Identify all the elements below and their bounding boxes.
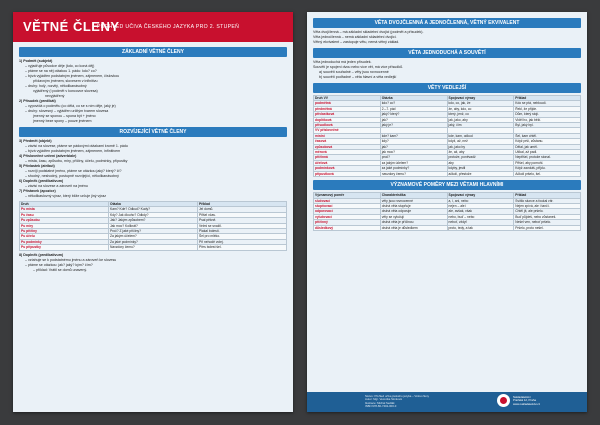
sentence-types-text — [313, 30, 581, 45]
table-cell: kdo? co? — [380, 101, 447, 106]
section-heading-subordinate: VĚTY VEDLEJŠÍ — [313, 83, 581, 93]
table-cell: jak? — [380, 117, 447, 122]
table-cell: jaký? který? — [380, 112, 447, 117]
table-cell: jak, jako, aby — [447, 117, 514, 122]
table-cell: neboť, vždyť — [447, 220, 514, 225]
table-cell: Psal pěkně. — [198, 218, 287, 223]
table-header-cell: Příklad — [198, 202, 287, 207]
text-line: Věta jednočlenná – nemá základní skladební dvojici. — [313, 35, 397, 39]
table-cell: Proč? Z jaké příčiny? — [109, 229, 198, 234]
table-cell: Za jaké podmínky? — [109, 239, 198, 244]
text-line: přídavným jménem, slovesem v infinitivu — [33, 79, 98, 83]
text-line: – závisí na slovese, ptáme se pádovými otázkami kromě 1. pádu — [25, 144, 128, 148]
table-cell: časová — [314, 139, 381, 144]
text-line: vyjádřený (i podmět v koncovce slovesa) — [33, 89, 98, 93]
table-cell: Svítilo slunce a foukal vítr. — [514, 198, 581, 203]
table-cell: Pu míry — [20, 223, 109, 228]
table-cell: VV příslovečné — [314, 128, 381, 133]
section-heading-sentence-types: VĚTA DVOJČLENNÁ A JEDNOČLENNÁ, VĚTNÝ EKVIVALENT — [313, 18, 581, 28]
table-cell: protože, poněvadž — [447, 155, 514, 160]
text-line: 6) Doplněk (predikativum) — [19, 179, 64, 183]
table-cell: Nešel ven, neboť pršelo. — [514, 220, 581, 225]
table-cell: Pu přípustky — [20, 245, 109, 250]
table-cell: vylučovací — [314, 214, 381, 219]
table-cell: způsobová — [314, 144, 381, 149]
table-cell: proto, tedy, a tak — [447, 225, 514, 230]
table-cell: jaký, čím — [447, 123, 514, 128]
table-cell: za jaké podmínky? — [380, 166, 447, 171]
table-row — [314, 225, 581, 230]
table-cell: Když zavoláš, přijdu. — [514, 166, 581, 171]
table-cell: Ačkoli pršelo, šel. — [514, 171, 581, 176]
text-line: – ptáme se otázkou: jak? jaký? kým? čím? — [25, 262, 93, 267]
table-cell: aby — [447, 160, 514, 165]
table-cell: Pu příčiny — [20, 229, 109, 234]
table-cell: nejen – ale i — [447, 203, 514, 208]
table-cell: Přišel, aby pomohl. — [514, 160, 581, 165]
table-cell: ale, avšak, však — [447, 209, 514, 214]
table-cell: druhá věta odporuje — [380, 209, 447, 214]
complement-text — [19, 253, 287, 273]
table-cell: slučovací — [314, 198, 381, 203]
table-cell: Dům, který stojí. — [514, 112, 581, 117]
subordinate-clause-table — [313, 95, 581, 177]
footer-line: Autor: Mgr. Veronika Šimková — [365, 397, 402, 402]
text-line: – rozvíjí podstatné jméno, ptáme se otázkou jaký? který? čí? — [25, 169, 122, 173]
text-line: Věta jednoduchá má jeden přísudek. — [313, 60, 372, 64]
section-heading-relations: VÝZNAMOVÉ POMĚRY MEZI VĚTAMI HLAVNÍMI — [313, 180, 581, 190]
footer-line: ISBN 978-80-7402-000-0 — [365, 404, 397, 409]
table-cell: Jak? Jakým způsobem? — [109, 218, 198, 223]
table-cell: přísudková — [314, 123, 381, 128]
table-cell: Pršelo, proto nešel. — [514, 225, 581, 230]
table-cell: Chtěl jít, ale pršelo. — [514, 209, 581, 214]
table-cell: Viděl ho, jak běží. — [514, 117, 581, 122]
table-row — [314, 171, 581, 176]
text-line: – shodný, neshodný, postupně rozvíjející, několikanásobný — [25, 174, 119, 178]
table-cell: jak moc? — [380, 150, 447, 155]
table-cell: že, až, aby — [447, 150, 514, 155]
right-body — [307, 12, 587, 231]
table-cell: kde, kam, odkud — [447, 133, 514, 138]
publisher-line: Pražská 12, Praha — [513, 398, 537, 403]
section-heading-developing: ROZVÍJEJÍCÍ VĚTNÉ ČLENY — [19, 127, 287, 137]
text-line: 1) Podmět (subjekt) — [19, 59, 53, 63]
table-cell: Kam? Kde? Odkud? Kudy? — [109, 207, 198, 212]
table-cell: druhá věta stupňuje — [380, 203, 447, 208]
table-cell: Navzdory čemu? — [109, 245, 198, 250]
text-line: – ptáme se na něj otázkou 1. pádu: kdo? co? — [25, 69, 97, 73]
table-cell: Byl, jaký byl. — [514, 123, 581, 128]
text-line: – vypovídá o podmětu (co dělá, co se s ním děje, jaký je) — [25, 104, 116, 108]
relations-table — [313, 192, 581, 231]
text-line: Větný ekvivalent – zastupuje větu, nemá větný základ. — [313, 40, 400, 44]
table-cell: navzdory čemu? — [380, 171, 447, 176]
table-cell: Pu času — [20, 212, 109, 217]
text-line: – bývá vyjádřen podstatným jménem, zájmenem, infinitivem — [25, 149, 121, 153]
table-cell: Kdo se ptá, nebloudí. — [514, 101, 581, 106]
right-sheet — [307, 12, 587, 412]
table-header-cell: Otázka — [109, 202, 198, 207]
table-cell: kdo, co, jak, že — [447, 101, 514, 106]
text-line: b) souvětí podřadné – věta hlavní a věta vedlejší — [319, 75, 397, 79]
table-header-cell: Otázka — [380, 96, 447, 101]
text-line: jmenný se sponou – spona být + jméno — [33, 114, 96, 118]
text-line: – příklad: Vrátil se domů unavený. — [33, 267, 88, 272]
table-cell: Velmi se snažil. — [198, 223, 287, 228]
table-cell: který, jenž, co — [447, 112, 514, 117]
text-line: 2) Přísudek (predikát) — [19, 99, 56, 103]
table-cell: Přes bolest šel. — [198, 245, 287, 250]
table-cell: nebo, buď – nebo — [447, 214, 514, 219]
table-cell: Šel pro mléko. — [198, 234, 287, 239]
footer-line: Ilustrace: Michal Sedlák — [365, 400, 395, 405]
table-cell: Řekl, že přijde. — [514, 106, 581, 111]
table-header-cell: Druh VV — [314, 96, 381, 101]
table-cell: jak, jako by — [447, 144, 514, 149]
table-cell: proč? — [380, 155, 447, 160]
text-line: – místa, času, způsobu, míry, příčiny, účelu, podmínky, přípustky — [25, 159, 128, 163]
table-cell: Nejen zpívá, ale i tančí. — [514, 203, 581, 208]
table-cell: Buď půjdeš, nebo zůstaneš. — [514, 214, 581, 219]
table-cell: Kdy? Jak dlouho? Odkdy? — [109, 212, 198, 217]
text-line: – závisí na slovese a zároveň na jménu — [25, 184, 88, 188]
table-cell: Šel, kam chtěl. — [514, 133, 581, 138]
table-row — [20, 245, 287, 250]
table-cell: odporovací — [314, 209, 381, 214]
publisher-info — [513, 396, 540, 406]
table-cell: doplňková — [314, 117, 381, 122]
table-cell: Při nehodě volej. — [198, 239, 287, 244]
table-cell: kdy? — [380, 139, 447, 144]
table-cell: kde? kam? — [380, 133, 447, 138]
table-cell: přívlastková — [314, 112, 381, 117]
left-body — [13, 47, 293, 273]
table-header-cell: Příklad — [514, 96, 581, 101]
table-cell: 2.–7. pád — [380, 106, 447, 111]
table-cell: stupňovací — [314, 203, 381, 208]
simple-compound-text — [313, 60, 581, 80]
text-line: 5) Přívlastek (atribut) — [19, 164, 55, 168]
text-line: – vztahuje se k podstatnému jménu a zároveň ke slovesu — [25, 257, 117, 262]
text-line: – několikaslovný výraz, který blíže určuje jiný výraz — [25, 194, 107, 198]
table-cell: přípustková — [314, 171, 381, 176]
table-cell: Přišel včas. — [198, 212, 287, 217]
footer-bar — [307, 392, 587, 412]
publisher-line: Nakladatelství — [513, 395, 531, 399]
text-line: – druhy: holý, rozvitý, několikanásobný — [25, 84, 87, 88]
table-header-cell: Spojovací výrazy — [447, 193, 514, 198]
table-cell: účelová — [314, 160, 381, 165]
table-cell: že, aby, kdo, co — [447, 106, 514, 111]
adverbial-table — [19, 201, 287, 251]
table-cell: příčinná — [314, 155, 381, 160]
table-cell: důsledkový — [314, 225, 381, 230]
text-line: nevyjádřený — [45, 94, 65, 98]
section-heading-basic: ZÁKLADNÍ VĚTNÉ ČLENY — [19, 47, 287, 57]
table-header-cell: Významový poměr — [314, 193, 381, 198]
sheet-title: VĚTNÉ ČLENY — [23, 19, 120, 34]
table-cell: druhá věta je důsledkem — [380, 225, 447, 230]
text-line: Souvětí je spojení dvou nebo více vět, má více přísudků. — [313, 65, 404, 69]
text-line: a) souvětí souřadné – věty jsou rovnocenné — [319, 70, 389, 74]
table-cell: Jak moc? Kolikrát? — [109, 223, 198, 228]
table-cell: Nepřišel, protože stonal. — [514, 155, 581, 160]
text-line: jmenný beze spony – pouze jménem — [33, 119, 92, 123]
table-cell: kdyby, jestli — [447, 166, 514, 171]
text-line: – druhy: slovesný – vyjádřen určitým tvarem slovesa — [25, 109, 109, 113]
developing-members-text — [19, 139, 287, 199]
table-cell: Za jakým účelem? — [109, 234, 198, 239]
section-heading-simple-compound: VĚTA JEDNODUCHÁ A SOUVĚTÍ — [313, 48, 581, 58]
table-cell: Dělal, jak uměl. — [514, 144, 581, 149]
table-cell: Pu způsobu — [20, 218, 109, 223]
table-cell: Když prší, zůstanu. — [514, 139, 581, 144]
table-header-cell: Charakteristika — [380, 193, 447, 198]
text-line: 3) Předmět (objekt) — [19, 139, 52, 143]
table-cell: podmětná — [314, 101, 381, 106]
sheet-header — [13, 12, 293, 42]
sheet-subtitle: PŘEHLED UČIVA ČESKÉHO JAZYKA PRO 2. STUPEŇ — [97, 24, 240, 30]
table-cell: předmětná — [314, 106, 381, 111]
table-cell: věty se vylučují — [380, 214, 447, 219]
table-cell: Pu podmínky — [20, 239, 109, 244]
table-cell: příčinný — [314, 220, 381, 225]
table-cell: Jel domů. — [198, 207, 287, 212]
table-cell: věty jsou rovnocenné — [380, 198, 447, 203]
footer-credits — [365, 395, 485, 409]
table-header-cell: Příklad — [514, 193, 581, 198]
table-cell: podmínková — [314, 166, 381, 171]
table-header-cell: Druh — [20, 202, 109, 207]
table-cell: Pu účelu — [20, 234, 109, 239]
table-cell: druhá věta je příčinou — [380, 220, 447, 225]
footer-line: Název: Přehled učiva českého jazyka – Větné členy — [365, 394, 430, 398]
basic-members-text — [19, 59, 287, 124]
table-header-cell: Spojovací výrazy — [447, 96, 514, 101]
table-cell: měrová — [314, 150, 381, 155]
publisher-line: www.nakladatelstvi.cz — [513, 401, 541, 406]
table-cell: jaký je? — [380, 123, 447, 128]
text-line: Věta dvojčlenná – má základní skladební dvojici (podmět a přísudek). — [313, 30, 424, 34]
table-cell: za jakým účelem? — [380, 160, 447, 165]
left-sheet — [13, 12, 293, 412]
publisher-logo-icon — [497, 394, 510, 407]
text-line: 4) Příslovečné určení (adverbiale) — [19, 154, 77, 158]
text-line: – vyjadřuje původce děje (kdo, co koná děj) — [25, 64, 95, 68]
table-cell: Utíkal, až padl. — [514, 150, 581, 155]
table-cell: místní — [314, 133, 381, 138]
text-line: 8) Doplněk (predikativum) — [19, 252, 64, 257]
table-cell: a, i, ani, nebo — [447, 198, 514, 203]
table-cell: když, až, než — [447, 139, 514, 144]
table-cell: ačkoli, přestože — [447, 171, 514, 176]
table-cell: Pu místa — [20, 207, 109, 212]
text-line: 7) Přístavek (apozice) — [19, 189, 56, 193]
table-cell: jak? — [380, 144, 447, 149]
table-cell: Plakal bolestí. — [198, 229, 287, 234]
text-line: – bývá vyjádřen podstatným jménem, zájmenem, číslovkou — [25, 74, 120, 78]
